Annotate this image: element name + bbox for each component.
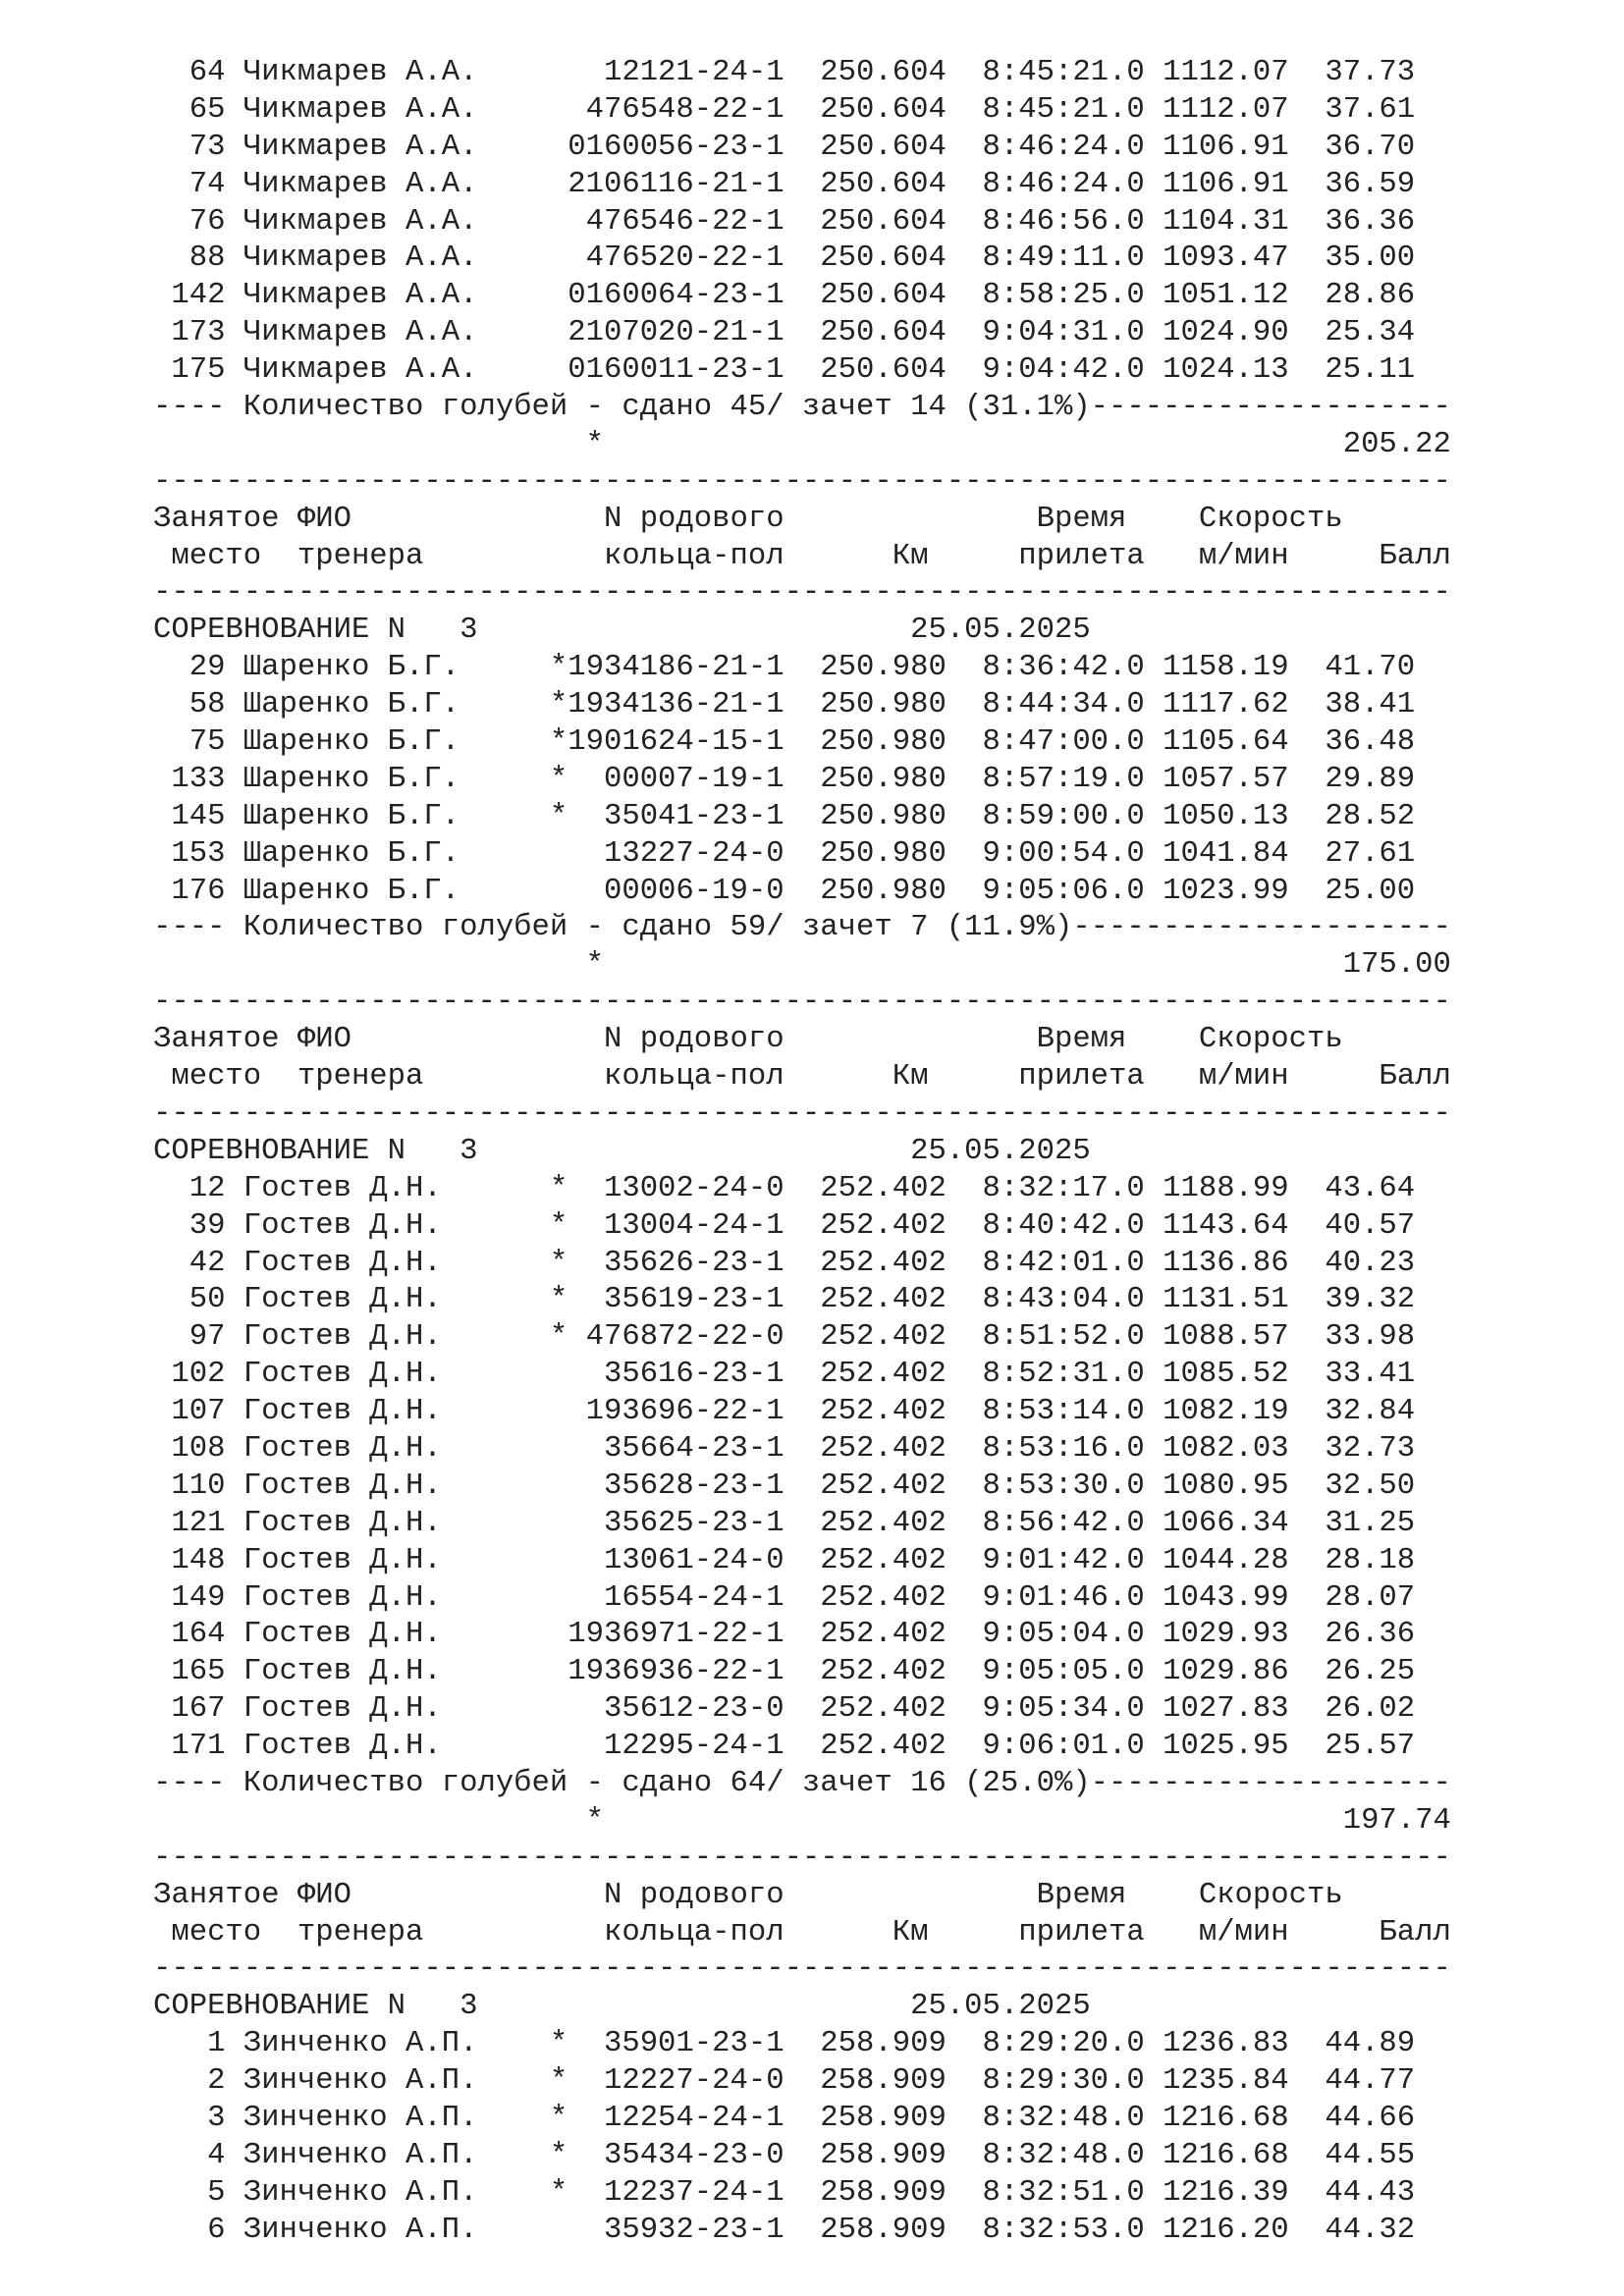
separator: ------------------------------------------------------------------------ (153, 464, 1451, 499)
table-row: 145 Шаренко Б.Г. * 35041-23-1 250.980 8:59:00.0 1050.13 28.52 (153, 799, 1416, 833)
table-row: 39 Гостев Д.Н. * 13004-24-1 252.402 8:40:42.0 1143.64 40.57 (153, 1208, 1416, 1243)
summary-line: ---- Количество голубей - сдано 45/ зачет 14 (31.1%)-------------------- (153, 391, 1451, 425)
column-header-top: Занятое ФИО N родового Время Скорость (153, 502, 1343, 536)
competition-title: СОРЕВНОВАНИЕ N 3 25.05.2025 (153, 1990, 1091, 2024)
separator: ------------------------------------------------------------------------ (153, 1952, 1451, 1987)
table-row: 153 Шаренко Б.Г. 13227-24-0 250.980 9:00:54.0 1041.84 27.61 (153, 836, 1416, 871)
table-row: 176 Шаренко Б.Г. 00006-19-0 250.980 9:05:06.0 1023.99 25.00 (153, 874, 1416, 908)
separator: ------------------------------------------------------------------------ (153, 1841, 1451, 1875)
table-row: 165 Гостев Д.Н. 1936936-22-1 252.402 9:05:05.0 1029.86 26.25 (153, 1655, 1416, 1689)
table-row: 107 Гостев Д.Н. 193696-22-1 252.402 8:53:14.0 1082.19 32.84 (153, 1395, 1416, 1429)
total-score: * 175.00 (153, 948, 1451, 983)
table-row: 142 Чикмарев А.А. 0160064-23-1 250.604 8:58:25.0 1051.12 28.86 (153, 279, 1416, 313)
table-row: 149 Гостев Д.Н. 16554-24-1 252.402 9:01:46.0 1043.99 28.07 (153, 1580, 1416, 1615)
table-row: 58 Шаренко Б.Г. *1934136-21-1 250.980 8:44:34.0 1117.62 38.41 (153, 688, 1416, 722)
competition-title: СОРЕВНОВАНИЕ N 3 25.05.2025 (153, 614, 1091, 648)
table-row: 110 Гостев Д.Н. 35628-23-1 252.402 8:53:30.0 1080.95 32.50 (153, 1468, 1416, 1503)
table-row: 88 Чикмарев А.А. 476520-22-1 250.604 8:49:11.0 1093.47 35.00 (153, 241, 1416, 276)
total-score: * 197.74 (153, 1803, 1451, 1838)
separator: ------------------------------------------------------------------------ (153, 986, 1451, 1020)
table-row: 173 Чикмарев А.А. 2107020-21-1 250.604 9:04:31.0 1024.90 25.34 (153, 316, 1416, 350)
table-row: 5 Зинченко А.П. * 12237-24-1 258.909 8:32:51.0 1216.39 44.43 (153, 2175, 1416, 2210)
competition-title: СОРЕВНОВАНИЕ N 3 25.05.2025 (153, 1134, 1091, 1168)
table-row: 108 Гостев Д.Н. 35664-23-1 252.402 8:53:16.0 1082.03 32.73 (153, 1431, 1416, 1466)
column-header-bottom: место тренера кольца-пол Км прилета м/мин Балл (153, 1060, 1451, 1095)
table-row: 171 Гостев Д.Н. 12295-24-1 252.402 9:06:01.0 1025.95 25.57 (153, 1730, 1416, 1764)
table-row: 65 Чикмарев А.А. 476548-22-1 250.604 8:45:21.0 1112.07 37.61 (153, 92, 1416, 127)
table-row: 164 Гостев Д.Н. 1936971-22-1 252.402 9:05:04.0 1029.93 26.36 (153, 1618, 1416, 1652)
table-row: 50 Гостев Д.Н. * 35619-23-1 252.402 8:43:04.0 1131.51 39.32 (153, 1283, 1416, 1317)
table-row: 133 Шаренко Б.Г. * 00007-19-1 250.980 8:57:19.0 1057.57 29.89 (153, 762, 1416, 796)
table-row: 73 Чикмарев А.А. 0160056-23-1 250.604 8:46:24.0 1106.91 36.70 (153, 130, 1416, 164)
table-row: 74 Чикмарев А.А. 2106116-21-1 250.604 8:46:24.0 1106.91 36.59 (153, 167, 1416, 201)
table-row: 76 Чикмарев А.А. 476546-22-1 250.604 8:46:56.0 1104.31 36.36 (153, 204, 1416, 239)
table-row: 102 Гостев Д.Н. 35616-23-1 252.402 8:52:31.0 1085.52 33.41 (153, 1358, 1416, 1392)
table-row: 1 Зинченко А.П. * 35901-23-1 258.909 8:29:20.0 1236.83 44.89 (153, 2027, 1416, 2061)
table-row: 97 Гостев Д.Н. * 476872-22-0 252.402 8:51:52.0 1088.57 33.98 (153, 1320, 1416, 1355)
column-header-top: Занятое ФИО N родового Время Скорость (153, 1878, 1343, 1912)
total-score: * 205.22 (153, 427, 1451, 461)
column-header-top: Занятое ФИО N родового Время Скорость (153, 1023, 1343, 1057)
column-header-bottom: место тренера кольца-пол Км прилета м/мин Балл (153, 1915, 1451, 1949)
summary-line: ---- Количество голубей - сдано 64/ зачет 16 (25.0%)-------------------- (153, 1766, 1451, 1800)
separator: ------------------------------------------------------------------------ (153, 576, 1451, 611)
table-row: 4 Зинченко А.П. * 35434-23-0 258.909 8:32:48.0 1216.68 44.55 (153, 2138, 1416, 2172)
summary-line: ---- Количество голубей - сдано 59/ зачет 7 (11.9%)--------------------- (153, 911, 1451, 945)
table-row: 167 Гостев Д.Н. 35612-23-0 252.402 9:05:34.0 1027.83 26.02 (153, 1692, 1416, 1727)
column-header-bottom: место тренера кольца-пол Км прилета м/мин Балл (153, 539, 1451, 573)
separator: ------------------------------------------------------------------------ (153, 1096, 1451, 1131)
table-row: 75 Шаренко Б.Г. *1901624-15-1 250.980 8:47:00.0 1105.64 36.48 (153, 725, 1416, 760)
table-row: 175 Чикмарев А.А. 0160011-23-1 250.604 9:04:42.0 1024.13 25.11 (153, 353, 1416, 388)
table-row: 64 Чикмарев А.А. 12121-24-1 250.604 8:45:21.0 1112.07 37.73 (153, 56, 1416, 89)
table-row: 3 Зинченко А.П. * 12254-24-1 258.909 8:32:48.0 1216.68 44.66 (153, 2101, 1416, 2135)
table-row: 121 Гостев Д.Н. 35625-23-1 252.402 8:56:42.0 1066.34 31.25 (153, 1506, 1416, 1540)
table-row: 42 Гостев Д.Н. * 35626-23-1 252.402 8:42:01.0 1136.86 40.23 (153, 1246, 1416, 1280)
table-row: 148 Гостев Д.Н. 13061-24-0 252.402 9:01:42.0 1044.28 28.18 (153, 1543, 1416, 1577)
table-row: 6 Зинченко А.П. 35932-23-1 258.909 8:32:53.0 1216.20 44.32 (153, 2213, 1416, 2247)
table-row: 2 Зинченко А.П. * 12227-24-0 258.909 8:29:30.0 1235.84 44.77 (153, 2064, 1416, 2099)
results-document (153, 55, 1451, 2250)
table-row: 12 Гостев Д.Н. * 13002-24-0 252.402 8:32:17.0 1188.99 43.64 (153, 1171, 1416, 1205)
table-row: 29 Шаренко Б.Г. *1934186-21-1 250.980 8:36:42.0 1158.19 41.70 (153, 651, 1416, 685)
